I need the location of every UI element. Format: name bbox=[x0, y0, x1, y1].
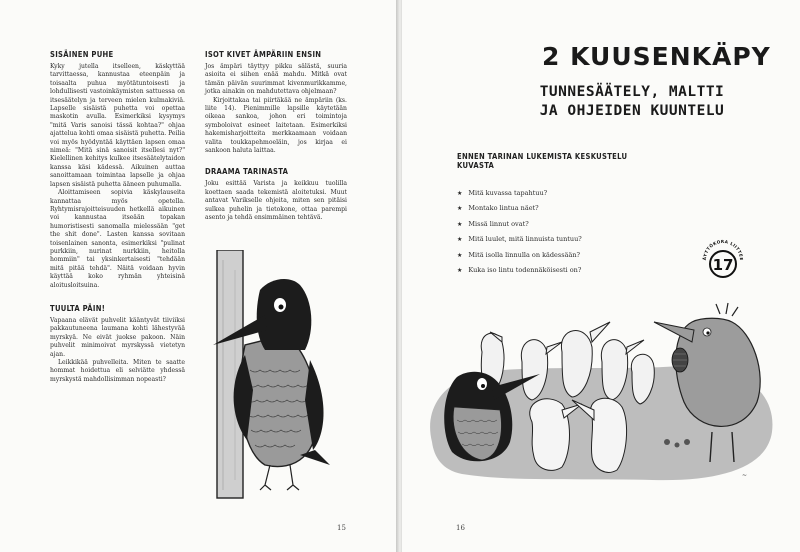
right-page bbox=[402, 0, 800, 552]
right-column bbox=[205, 50, 347, 223]
heading-draama-tarinasta: DRAAMA TARINASTA bbox=[205, 167, 289, 177]
heading-isot-kivet: ISOT KIVET ÄMPÄRIIN ENSIN bbox=[205, 50, 322, 59]
birds-illustration bbox=[422, 292, 782, 502]
questions-heading: ENNEN TARINAN LUKEMISTA KESKUSTELU KUVASTA bbox=[457, 152, 628, 170]
paragraph: Vapaana elävät puhvelit kääntyvät tiiviiksi pakkautuneena laumana kohti lähestyvää myrskyä. Ne eivät juokse pakoon. Näin puhvelit minimoivat myrskyssä vietetyn ajan. bbox=[50, 316, 185, 358]
list-item: ★ Mitä luulet, mitä linnuista tuntuu? bbox=[457, 235, 582, 244]
star-icon: ★ bbox=[457, 220, 463, 228]
list-item: ★ Mitä isolla linnulla on kädessään? bbox=[457, 250, 581, 259]
star-icon: ★ bbox=[457, 267, 463, 275]
badge-number: 17 bbox=[712, 256, 734, 274]
artist-signature: ~ bbox=[742, 472, 748, 479]
list-item: ★ Montako lintua näet? bbox=[457, 204, 539, 213]
list-item: ★ Missä linnut ovat? bbox=[457, 219, 529, 228]
heading-tuulta-pain: TUULTA PÄIN! bbox=[50, 303, 106, 313]
list-item: ★ Mitä kuvassa tapahtuu? bbox=[457, 189, 548, 197]
left-page bbox=[0, 0, 398, 552]
paragraph: Aloittamiseen sopivia käskylauseita kannattaa myös opetella. Ryhtymisrajoitteisuuden hetkellä aikuinen voi kannustaa itseään topakan humoristisesti sanomalla mielessään "get the shit done". Lasten kanssa sovitaan toisenlainen sanonta, esimerkiksi "pulinat purkkiin, nurinat nurkkiin, heitolla hommiin" tai yksinkertaisesti "tehdään mitä pitää tehdä". Näitä voidaan hyvin käyttää koko ryhmän yhteisinä aloitusloitsuina. bbox=[50, 189, 185, 289]
appendix-badge bbox=[698, 235, 748, 285]
paragraph: Joku esittää Varista ja keikkuu tuolilla koettaen saada tekemistä aloitetuksi. Muut antavat Varikselle ohjeita, miten sen pitäisi sulkea puhelin ja tietokone, ottaa parempi asento ja tehdä ensimmäinen tehtävä. bbox=[205, 180, 347, 222]
badge-label: ÄYTTÖKORA LIITTEE bbox=[701, 238, 745, 261]
page-number: 15 bbox=[337, 524, 346, 532]
question-list bbox=[457, 186, 582, 278]
chapter-subtitle bbox=[522, 83, 742, 121]
chapter-title: 2 KUUSENKÄPY bbox=[542, 42, 771, 71]
star-icon: ★ bbox=[457, 251, 463, 259]
list-item: ★ Kuka iso lintu todennäköisesti on? bbox=[457, 266, 582, 275]
paragraph: Jos ämpäri täyttyy pikku sälästä, suuria asioita ei siihen enää mahdu. Mitkä ovat tämän päivän suurimmat kivenmurikkamme, jotka ainakin on mahdutettava ohjelmaan? bbox=[205, 63, 347, 96]
star-icon: ★ bbox=[457, 205, 463, 213]
crow-illustration bbox=[205, 250, 345, 500]
paragraph: Kyky jutella itselleen, käskyttää tarvittaessa, kannustaa eteenpäin ja toisaalta puhua myötätuntoisesti ja lohdullisesti vastoinkäymisten sattuessa on itsesäätelyn ja terveen mielen kulmakiviä. Lapselle sisäistä puhetta voi opettaa maskotin avulla. Esimerkiksi kysymys "mitä Varis sanoisi tässä kohtaa?" ohjaa ajattelua kohti omaa sisäistä puhetta. Peilia voi myös hyödyntää käyttäen lapsen omaa nimeä: "Mitä sinä sanoisit itsellesi nyt?" Kielellinen kehitys kulkee itsesäätelytaidon kanssa käsi kädessä. Aikuinen auttaa sanoittamaan toimintaa lapselle ja ohjaa lapsen sisäistä puhetta ääneen puhumalla. bbox=[50, 63, 185, 188]
star-icon: ★ bbox=[457, 190, 463, 197]
left-column bbox=[50, 50, 185, 384]
page-number: 16 bbox=[456, 524, 465, 532]
star-icon: ★ bbox=[457, 236, 463, 244]
subtitle-line-1: TUNNESÄÄTELY, MALTTI bbox=[539, 84, 725, 100]
paragraph: Kirjoittakaa tai piirtäkää ne ämpäriin (ks. liite 14). Pienimmille lapsille käytetään oikeaa sankoa, johon eri toimintoja symboloivat esineet laitetaan. Esimerkiksi hakemisharjoitteita merkkaamaan voidaan valita toukkapehmoeläin, jos kirjaa ei sankoon haluta laittaa. bbox=[205, 96, 347, 155]
subtitle-line-2: JA OHJEIDEN KUUNTELU bbox=[539, 103, 725, 119]
heading-sisainen-puhe: SISÄINEN PUHE bbox=[50, 50, 114, 59]
paragraph: Leikkikää puhvelleita. Miten te saatte hommat hoidettua eli selviätte yhdessä myrskystä mahdollisimman nopeasti? bbox=[50, 359, 185, 383]
